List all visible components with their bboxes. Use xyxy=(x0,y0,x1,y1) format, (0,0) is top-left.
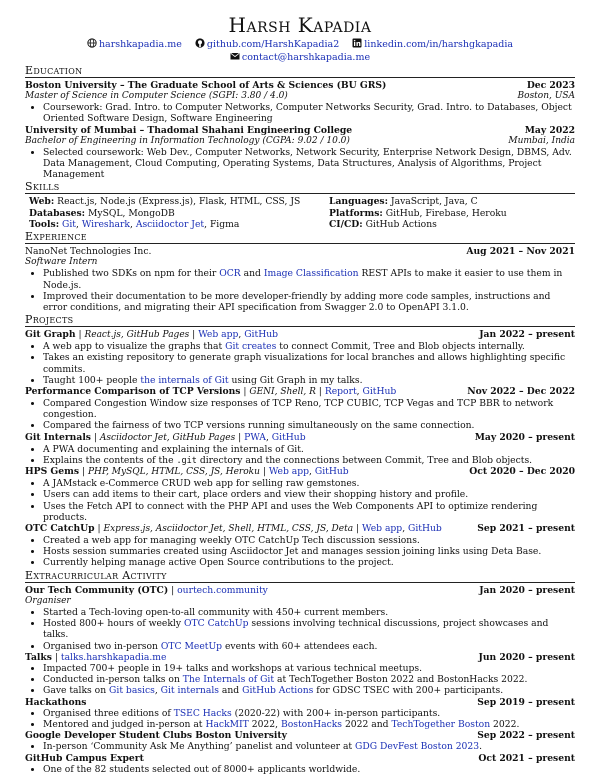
activity-entry: Our Tech Community (OTC) | ourtech.community Jan 2020 – present Organiser • Started a Tech-loving open-to-all community with 450+ current members. • Hosted 800+ hours of weekly OTC CatchUp sessions involving technical discussions, project showcases and talks. • Organised two in-person OTC MeetUp events with 60+ attendees each. xyxy=(25,585,575,652)
entry-date: Sep 2019 – present xyxy=(477,696,575,708)
activity-name: Hackathons xyxy=(25,696,87,708)
skill-row-databases xyxy=(29,208,329,219)
git-dir-code: .git xyxy=(176,455,197,466)
resume-name: Harsh Kapadia xyxy=(228,13,372,37)
otc-catchup-link[interactable]: OTC CatchUp xyxy=(183,618,249,630)
degree: Bachelor of Engineering in Information Technology (CGPA: 9.02 / 10.0) xyxy=(25,135,350,146)
education-entry xyxy=(25,80,575,125)
entry-date: Oct 2020 – Dec 2020 xyxy=(469,466,575,478)
list-item: • Created a web app for managing weekly OTC CatchUp Tech discussion sessions. xyxy=(43,535,575,546)
hackmit-link[interactable]: HackMIT xyxy=(205,719,249,731)
education-entry xyxy=(25,125,575,181)
ourtech-community-link[interactable]: ourtech.community xyxy=(177,584,268,596)
entry-date: Aug 2021 – Nov 2021 xyxy=(466,246,575,258)
project-tech: Asciidoctor Jet, GitHub Pages xyxy=(99,432,236,443)
github-link[interactable]: github.com/HarshKapadia2 xyxy=(206,39,340,50)
tsec-hacks-link[interactable]: TSEC Hacks xyxy=(173,707,232,719)
web-app-link[interactable]: Web app xyxy=(198,329,239,341)
github-link[interactable]: GitHub xyxy=(271,431,306,443)
skill-row-languages xyxy=(329,196,579,207)
section-title-projects: Projects xyxy=(25,314,575,327)
project-entry: Git Internals | Asciidoctor Jet, GitHub Pages | PWA, GitHub May 2020 – present • A PWA documenting and explaining the internals of Git. • Explains the contents of the .git directory and the connections between Commit, Tree and Blob objects. xyxy=(25,432,575,467)
list-item: • Hosts session summaries created using Asciidoctor Jet and manages session joining links using Deta Base. xyxy=(43,546,575,557)
talks-link[interactable]: talks.harshkapadia.me xyxy=(60,651,167,663)
contact-bar xyxy=(25,38,575,64)
list-item: • Started a Tech-loving open-to-all community with 450+ current members. xyxy=(43,607,575,618)
activity-entry xyxy=(25,730,575,752)
report-link[interactable]: Report xyxy=(324,386,357,398)
location: Mumbai, India xyxy=(508,135,575,146)
website-link[interactable]: harshkapadia.me xyxy=(98,39,182,50)
linkedin-icon xyxy=(352,38,362,48)
email-link[interactable]: contact@harshkapadia.me xyxy=(241,52,371,63)
experience-section xyxy=(25,231,575,313)
section-title-skills: Skills xyxy=(25,181,575,194)
mail-icon xyxy=(230,51,240,61)
web-app-link[interactable]: Web app xyxy=(268,466,310,478)
asciidoctor-jet-link[interactable]: Asciidoctor Jet xyxy=(135,218,205,230)
web-app-link[interactable]: Web app xyxy=(362,523,403,535)
otc-meetup-link[interactable]: OTC MeetUp xyxy=(160,640,223,652)
skills-section xyxy=(25,181,575,230)
skills-grid xyxy=(25,196,575,230)
entry-date: Jun 2020 – present xyxy=(478,651,575,663)
skill-label: Web: xyxy=(29,196,55,208)
internals-of-git-talk-link[interactable]: The Internals of Git xyxy=(182,674,275,686)
project-name: Git Graph xyxy=(25,329,76,341)
git-internals-link[interactable]: Git internals xyxy=(160,685,219,697)
entry-date: May 2022 xyxy=(524,124,575,136)
project-entry: Performance Comparison of TCP Versions | GENI, Shell, R | Report, GitHub Nov 2022 – Dec 2022 • Compared Congestion Window size responses of TCP Reno, TCP CUBIC, TCP Vegas and TCP BBR to network congestion. • Compared the fairness of two TCP versions running simultaneously on the same connection. xyxy=(25,386,575,432)
skill-row-cicd xyxy=(329,219,579,230)
list-item: • Compared the fairness of two TCP versions running simultaneously on the same connection. xyxy=(43,420,575,431)
resume-page xyxy=(25,14,575,775)
project-tech: React.js, GitHub Pages xyxy=(84,330,190,341)
wireshark-link[interactable]: Wireshark xyxy=(81,218,130,230)
github-actions-link[interactable]: GitHub Actions xyxy=(242,685,314,697)
github-link[interactable]: GitHub xyxy=(244,329,278,341)
project-name: HPS Gems xyxy=(25,466,80,478)
section-title-education: Education xyxy=(25,65,575,78)
list-item: • Users can add items to their cart, place orders and view their shopping history and profile. xyxy=(43,489,575,500)
list-item: • Organised two in-person OTC MeetUp events with 60+ attendees each. xyxy=(43,641,575,652)
list-item: • Selected coursework: Web Dev., Computer Networks, Network Security, Enterprise Network Design, DBMS, Adv. Data Management, Cloud Computing, Operating Systems, Data Structures, Analysis of Algorithms, Project Management xyxy=(43,147,575,181)
activity-name: Our Tech Community (OTC) xyxy=(25,584,169,596)
list-item: • Coursework: Grad. Intro. to Computer Networks, Computer Networks Security, Grad. Intro. to Databases, Object Oriented Software Design, Software Engineering xyxy=(43,102,575,124)
internals-of-git-link[interactable]: the internals of Git xyxy=(140,374,229,386)
pwa-link[interactable]: PWA xyxy=(244,431,266,443)
list-item: • Uses the Fetch API to connect with the PHP API and uses the Web Components API to optimize rendering products. xyxy=(43,501,575,523)
degree: Master of Science in Computer Science (SGPI: 3.80 / 4.0) xyxy=(25,91,288,102)
skill-value: MySQL, MongoDB xyxy=(88,207,175,219)
github-icon xyxy=(195,38,205,48)
email-contact[interactable] xyxy=(230,52,370,63)
section-title-extracurricular: Extracurricular Activity xyxy=(25,570,575,583)
school-name: Boston University – The Graduate School of Arts & Sciences (BU GRS) xyxy=(25,80,387,91)
linkedin-contact[interactable] xyxy=(352,39,513,50)
activity-name: GitHub Campus Expert xyxy=(25,752,144,764)
entry-date: Sep 2021 – present xyxy=(477,523,575,535)
entry-date: Oct 2021 – present xyxy=(478,752,575,764)
github-contact[interactable] xyxy=(195,39,342,50)
list-item: • Organised three editions of TSEC Hacks (2020-22) with 200+ in-person participants. xyxy=(43,708,575,719)
skill-label: Platforms: xyxy=(329,207,383,219)
entry-date: Sep 2022 – present xyxy=(477,730,575,742)
list-item: • Explains the contents of the .git directory and the connections between Commit, Tree and Blob objects. xyxy=(43,455,575,466)
ocr-link[interactable]: OCR xyxy=(219,268,241,280)
list-item: • Improved their documentation to be more developer-friendly by adding more code samples, instructions and error conditions, and migrating their API specification from Swagger 2.0 to OpenAPI 3.1.0. xyxy=(43,291,575,313)
skill-label: Databases: xyxy=(29,207,86,219)
skill-label: Tools: xyxy=(29,218,60,230)
activity-role: Organiser xyxy=(25,595,71,606)
list-item: • Hosted 800+ hours of weekly OTC CatchUp sessions involving technical discussions, project showcases and talks. xyxy=(43,618,575,640)
list-item: • Conducted in-person talks on The Internals of Git at TechTogether Boston 2022 and BostonHacks 2022. xyxy=(43,674,575,685)
location: Boston, USA xyxy=(517,91,575,102)
list-item: • Published two SDKs on npm for their OCR and Image Classification REST APIs to make it easier to use them in Node.js. xyxy=(43,268,575,290)
skill-label: CI/CD: xyxy=(329,218,363,230)
skill-value: React.js, Node.js (Express.js), Flask, HTML, CSS, JS xyxy=(57,196,301,208)
git-basics-link[interactable]: Git basics xyxy=(109,685,155,697)
list-item: • One of the 82 students selected out of 8000+ applicants worldwide. xyxy=(43,764,575,775)
globe-icon xyxy=(87,38,97,48)
github-link[interactable]: GitHub xyxy=(314,466,349,478)
skill-row-platforms xyxy=(329,208,579,219)
list-item: • Compared Congestion Window size responses of TCP Reno, TCP CUBIC, TCP Vegas and TCP BBR to network congestion. xyxy=(43,398,575,420)
list-item: • Mentored and judged in-person at HackMIT 2022, BostonHacks 2022 and TechTogether Boston 2022. xyxy=(43,719,575,730)
project-name: Git Internals xyxy=(25,431,91,443)
skill-value: JavaScript, Java, C xyxy=(390,196,478,208)
activity-entry xyxy=(25,697,575,731)
activity-entry: Talks | talks.harshkapadia.me Jun 2020 – present • Impacted 700+ people in 19+ talks and workshops at various technical meetups. • Conducted in-person talks on The Internals of Git at TechTogether Boston 2022 and BostonHacks 2022. • Gave talks on Git basics, Git internals and GitHub Actions for GDSC TSEC with 200+ participants. xyxy=(25,652,575,697)
skill-label: Languages: xyxy=(329,196,388,208)
entry-date: Jan 2020 – present xyxy=(479,584,575,596)
website-contact[interactable] xyxy=(87,39,185,50)
skill-row-tools: Tools: Git, Wireshark, Asciidoctor Jet, Figma xyxy=(29,218,240,230)
entry-date: Dec 2023 xyxy=(526,80,575,91)
entry-date: Jan 2022 – present xyxy=(479,329,575,341)
activity-entry xyxy=(25,753,575,775)
skill-value: GitHub, Firebase, Heroku xyxy=(385,207,507,219)
project-name: Performance Comparison of TCP Versions xyxy=(25,386,241,398)
bostonhacks-link[interactable]: BostonHacks xyxy=(280,719,343,731)
git-creates-link[interactable]: Git creates xyxy=(225,341,277,353)
list-item: • In-person ‘Community Ask Me Anything’ panelist and volunteer at GDG DevFest Boston 2023. xyxy=(43,741,575,752)
company-name: NanoNet Technologies Inc. xyxy=(25,246,152,258)
list-item: • A web app to visualize the graphs that Git creates to connect Commit, Tree and Blob objects internally. xyxy=(43,341,575,352)
list-item: • Impacted 700+ people in 19+ talks and workshops at various technical meetups. xyxy=(43,663,575,674)
list-item: • A JAMstack e-Commerce CRUD web app for selling raw gemstones. xyxy=(43,478,575,489)
list-item: • Gave talks on Git basics, Git internals and GitHub Actions for GDSC TSEC with 200+ participants. xyxy=(43,685,575,696)
git-link[interactable]: Git xyxy=(62,218,76,230)
list-item: • Taught 100+ people the internals of Git using Git Graph in my talks. xyxy=(43,375,575,386)
job-role: Software Intern xyxy=(25,257,98,268)
list-item: • Currently helping manage active Open Source contributions to the project. xyxy=(43,557,575,568)
project-entry: Git Graph | React.js, GitHub Pages | Web app, GitHub Jan 2022 – present • A web app to visualize the graphs that Git creates to connect Commit, Tree and Blob objects internally. • Takes an existing repository to generate graph visualizations for local branches and allows highlighting specific commits. • Taught 100+ people the internals of Git using Git Graph in my talks. xyxy=(25,329,575,386)
techtogether-boston-link[interactable]: TechTogether Boston xyxy=(391,719,491,731)
activity-name: Talks xyxy=(25,651,52,663)
education-section xyxy=(25,65,575,180)
entry-date: May 2020 – present xyxy=(474,431,575,443)
projects-section xyxy=(25,314,575,568)
school-name: University of Mumbai – Thadomal Shahani Engineering College xyxy=(25,124,353,136)
skill-value: GitHub Actions xyxy=(365,218,437,230)
skill-row-web xyxy=(29,196,329,207)
extracurricular-section xyxy=(25,570,575,775)
linkedin-link[interactable]: linkedin.com/in/harshgkapadia xyxy=(364,39,514,50)
project-tech: GENI, Shell, R xyxy=(249,387,316,398)
image-classification-link[interactable]: Image Classification xyxy=(263,268,359,280)
entry-date: Nov 2022 – Dec 2022 xyxy=(467,386,575,398)
list-item: • A PWA documenting and explaining the internals of Git. xyxy=(43,444,575,455)
skill-value: Figma xyxy=(209,218,240,230)
project-tech: PHP, MySQL, HTML, CSS, JS, Heroku xyxy=(87,467,260,478)
section-title-experience: Experience xyxy=(25,231,575,244)
project-tech: Express.js, Asciidoctor Jet, Shell, HTML, CSS, JS, Deta xyxy=(103,524,354,535)
project-entry: OTC CatchUp | Express.js, Asciidoctor Jet, Shell, HTML, CSS, JS, Deta | Web app, GitHub Sep 2021 – present • Created a web app for managing weekly OTC CatchUp Tech discussion sessions. • Hosts session summaries created using Asciidoctor Jet and manages session joining links using Deta Base. • Currently helping manage active Open Source contributions to the project. xyxy=(25,523,575,569)
github-link[interactable]: GitHub xyxy=(362,386,397,398)
project-name: OTC CatchUp xyxy=(25,523,95,535)
gdg-devfest-link[interactable]: GDG DevFest Boston 2023 xyxy=(355,741,480,753)
project-entry: HPS Gems | PHP, MySQL, HTML, CSS, JS, Heroku | Web app, GitHub Oct 2020 – Dec 2020 • A JAMstack e-Commerce CRUD web app for selling raw gemstones. • Users can add items to their cart, place orders and view their shopping history and profile. • Uses the Fetch API to connect with the PHP API and uses the Web Components API to optimize rendering products. xyxy=(25,466,575,523)
activity-name: Google Developer Student Clubs Boston University xyxy=(25,730,287,742)
github-link[interactable]: GitHub xyxy=(408,523,442,535)
list-item: • Takes an existing repository to generate graph visualizations for local branches and allows highlighting specific commits. xyxy=(43,352,575,374)
